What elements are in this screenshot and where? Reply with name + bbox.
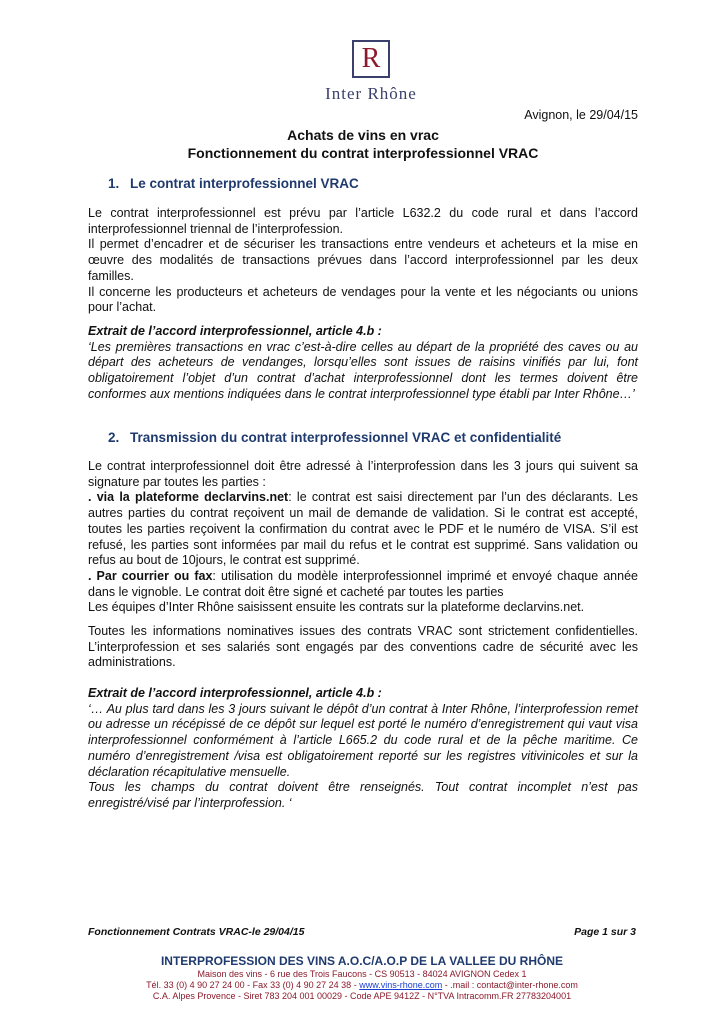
section-2-extract-text-1: ‘… Au plus tard dans les 3 jours suivant le dépôt d’un contrat à Inter Rhône, l’interprofession remet ou adresse un récépissé de ce dépôt sur lequel est porté le numéro d’enregistrement qui vaut visa interprofessionnel conformément à l’article L665.2 du code rural et de la pêche maritime. Ce numéro d’enregistrement /visa est obligatoirement reporté sur les registres vitivinicoles et sur la déclaration récapitulative mensuelle. <box>88 701 638 779</box>
section-1-paragraph-1: Le contrat interprofessionnel est prévu par l’article L632.2 du code rural et dans l’accord interprofessionnel triennal de l’interprofession. <box>88 206 638 236</box>
footer-organization: INTERPROFESSION DES VINS A.O.C/A.O.P DE LA VALLEE DU RHÔNE <box>160 954 564 968</box>
bullet-1-label: . via la plateforme declarvins.net <box>88 490 289 505</box>
section-1-extract-text: ‘Les premières transactions en vrac c’est-à-dire celles au départ de la propriété des caves ou au départ des acheteurs de vendanges, lorsqu’elles sont issues de raisins vinifiés par lui, font obligatoirement l’objet d’un contrat d’achat interprofessionnel dont les termes doivent être conformes aux mentions indiquées dans le contrat interprofessionnel type établi par Inter Rhône…’ <box>88 339 638 401</box>
section-1-extract <box>88 324 638 403</box>
section-2-extract-text-2: Tous les champs du contrat doivent être renseignés. Tout contrat incomplet n’est pas enregistré/visé par l’interprofession. ‘ <box>88 780 638 810</box>
footer-website-link[interactable]: www.vins-rhone.com <box>359 980 443 990</box>
section-1-paragraph-2: Il permet d’encadrer et de sécuriser les transactions entre vendeurs et acheteurs et la mise en œuvre des modalités de transactions prévues dans l’accord interprofessionnel par les deux familles. <box>88 237 638 283</box>
section-2-body <box>88 459 638 616</box>
inter-rhone-logo <box>296 40 446 104</box>
section-2-extract-title: Extrait de l’accord interprofessionnel, article 4.b : <box>88 686 382 700</box>
document-date: Avignon, le 29/04/15 <box>524 108 638 122</box>
section-2-bullet-1 <box>88 490 638 569</box>
title-line-2: Fonctionnement du contrat interprofessionnel VRAC <box>187 145 539 161</box>
section-1-extract-title: Extrait de l’accord interprofessionnel, article 4.b : <box>88 324 382 338</box>
document-title <box>88 126 638 162</box>
bullet-2-label: . Par courrier ou fax <box>88 568 213 583</box>
footer-contact <box>0 980 724 990</box>
section-1-heading <box>108 176 359 191</box>
section-2-heading <box>108 430 561 445</box>
section-1-number: 1. <box>108 176 120 191</box>
footer-page-number: Page 1 sur 3 <box>574 926 636 938</box>
confidentiality-paragraph: Toutes les informations nominatives issues des contrats VRAC sont strictement confidentielles. L’interprofession et ses salariés sont engagés par des conventions cadre de sécurité avec les administrations. <box>88 624 638 670</box>
section-1-body <box>88 206 638 316</box>
section-2-bullet-2 <box>88 569 638 600</box>
bullet-1-text: : le contrat est saisi directement par l’un des déclarants. Les autres parties du contrat reçoivent un mail de demande de validation. Si le contrat est accepté, toutes les parties reçoivent la confirmation du contrat avec le PDF et le numéro de VISA. S’il est refusé, les parties sont informées par mail du refus et le contrat est supprimé. Sans validation ou refus au bout de 10jours, le contrat est supprimé. <box>88 490 638 568</box>
footer-mail: - .mail : contact@inter-rhone.com <box>442 980 578 990</box>
section-1-paragraph-3: Il concerne les producteurs et acheteurs de vendages pour la vente et les négociants ou unions pour l’achat. <box>88 284 638 315</box>
section-2-extract <box>88 686 638 812</box>
logo-emblem: R <box>352 40 390 78</box>
bullet-2-text: : utilisation du modèle interprofessionnel imprimé et envoyé chaque année dans le vignoble. Le contrat doit être signé et cacheté par toutes les parties <box>88 568 638 599</box>
footer-address: Maison des vins - 6 rue des Trois Faucons - CS 90513 - 84024 AVIGNON Cedex 1 <box>197 969 527 979</box>
section-2-paragraph-2: Les équipes d’Inter Rhône saisissent ensuite les contrats sur la plateforme declarvins.net. <box>88 600 585 615</box>
section-2-paragraph-1: Le contrat interprofessionnel doit être adressé à l’interprofession dans les 3 jours qui suivent sa signature par toutes les parties : <box>88 459 638 489</box>
footer-legal: C.A. Alpes Provence - Siret 783 204 001 00029 - Code APE 9412Z - N°TVA Intracomm.FR 27783204001 <box>152 991 572 1001</box>
section-2-title: Transmission du contrat interprofessionnel VRAC et confidentialité <box>130 430 562 445</box>
footer-phone-fax: Tél. 33 (0) 4 90 27 24 00 - Fax 33 (0) 4 90 27 24 38 - <box>146 980 360 990</box>
logo-name: Inter Rhône <box>325 84 417 103</box>
title-line-1: Achats de vins en vrac <box>287 127 439 143</box>
footer-document-name: Fonctionnement Contrats VRAC-le 29/04/15 <box>88 926 305 938</box>
section-1-title: Le contrat interprofessionnel VRAC <box>130 176 359 191</box>
section-2-number: 2. <box>108 430 120 445</box>
